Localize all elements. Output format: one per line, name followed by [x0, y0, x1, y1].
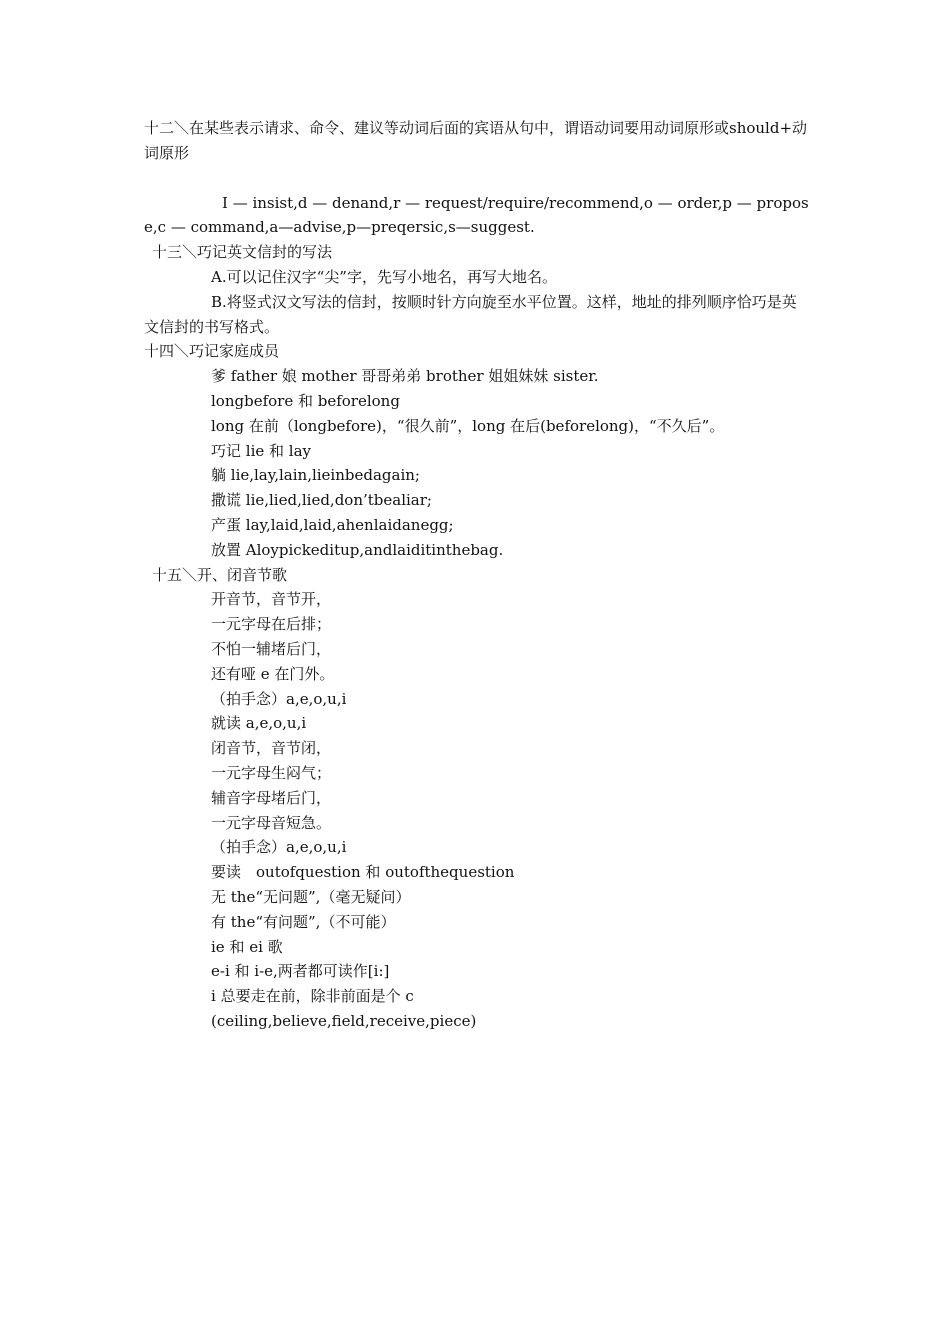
document-body: [144, 116, 810, 1034]
section-15-line: 辅音字母堵后门，: [211, 788, 332, 807]
section-14-line: 爹 father 娘 mother 哥哥弟弟 brother 姐姐妹妹 sister.: [211, 367, 599, 386]
section-15-line: e-i 和 i-e,两者都可读作[i:]: [211, 962, 390, 981]
spacer: [144, 166, 810, 191]
section-13-point-a: A.可以记住汉字“尖”字，先写小地名，再写大地名。: [211, 267, 557, 286]
section-14-line: 巧记 lie 和 lay: [211, 441, 311, 460]
section-13-heading: 十三＼巧记英文信封的写法: [152, 243, 333, 262]
section-13-point-b: B.将竖式汉文写法的信封，按顺时针方向旋至水平位置。这样，地址的排列顺序恰巧是英文信封的书写格式。: [144, 292, 797, 336]
section-14-line: long 在前（longbefore)，“很久前”，long 在后(beforelong)，“不久后”。: [211, 416, 725, 435]
section-14-line: 撒谎 lie,lied,lied,don’tbealiar;: [211, 491, 432, 510]
section-15-line: (ceiling,believe,field,receive,piece): [211, 1011, 477, 1030]
section-15-line: 一元字母在后排；: [211, 615, 332, 634]
section-15-line: 开音节，音节开，: [211, 590, 332, 609]
section-15-line: （拍手念）a,e,o,u,i: [211, 689, 347, 708]
section-14-line: 躺 lie,lay,lain,lieinbedagain;: [211, 466, 420, 485]
section-15-line: （拍手念）a,e,o,u,i: [211, 838, 347, 857]
section-15-line: 无 the“无问题”,（毫无疑问）: [211, 887, 411, 906]
section-15-line: 不怕一辅堵后门，: [211, 639, 332, 658]
section-15-line: i 总要走在前，除非前面是个 c: [211, 987, 414, 1006]
section-15-line: ie 和 ei 歌: [211, 937, 283, 956]
section-15-line: 闭音节，音节闭，: [211, 739, 332, 758]
section-14-line: 放置 Aloypickeditup,andlaiditinthebag.: [211, 540, 504, 559]
section-15-line: 就读 a,e,o,u,i: [211, 714, 307, 733]
section-14-line: longbefore 和 beforelong: [211, 391, 400, 410]
section-12-mnemonic: I — insist,d — denand,r — request/require/recommend,o — order,p — propose,c — command,a—advise,p—preqersic,s—suggest.: [144, 193, 809, 237]
section-12-heading: 十二＼在某些表示请求、命令、建议等动词后面的宾语从句中，谓语动词要用动词原形或should+动词原形: [144, 119, 808, 162]
section-15-line: 一元字母音短急。: [211, 813, 332, 832]
section-14-line: 产蛋 lay,laid,laid,ahenlaidanegg;: [211, 515, 454, 534]
section-15-line: 有 the“有问题”,（不可能）: [211, 912, 396, 931]
section-15-heading: 十五＼开、闭音节歌: [152, 565, 288, 584]
section-15-line: 一元字母生闷气；: [211, 763, 332, 782]
section-14-heading: 十四＼巧记家庭成员: [144, 342, 280, 361]
section-15-line: 还有哑 e 在门外。: [211, 664, 335, 683]
section-15-line: 要读 outofquestion 和 outofthequestion: [211, 863, 515, 882]
